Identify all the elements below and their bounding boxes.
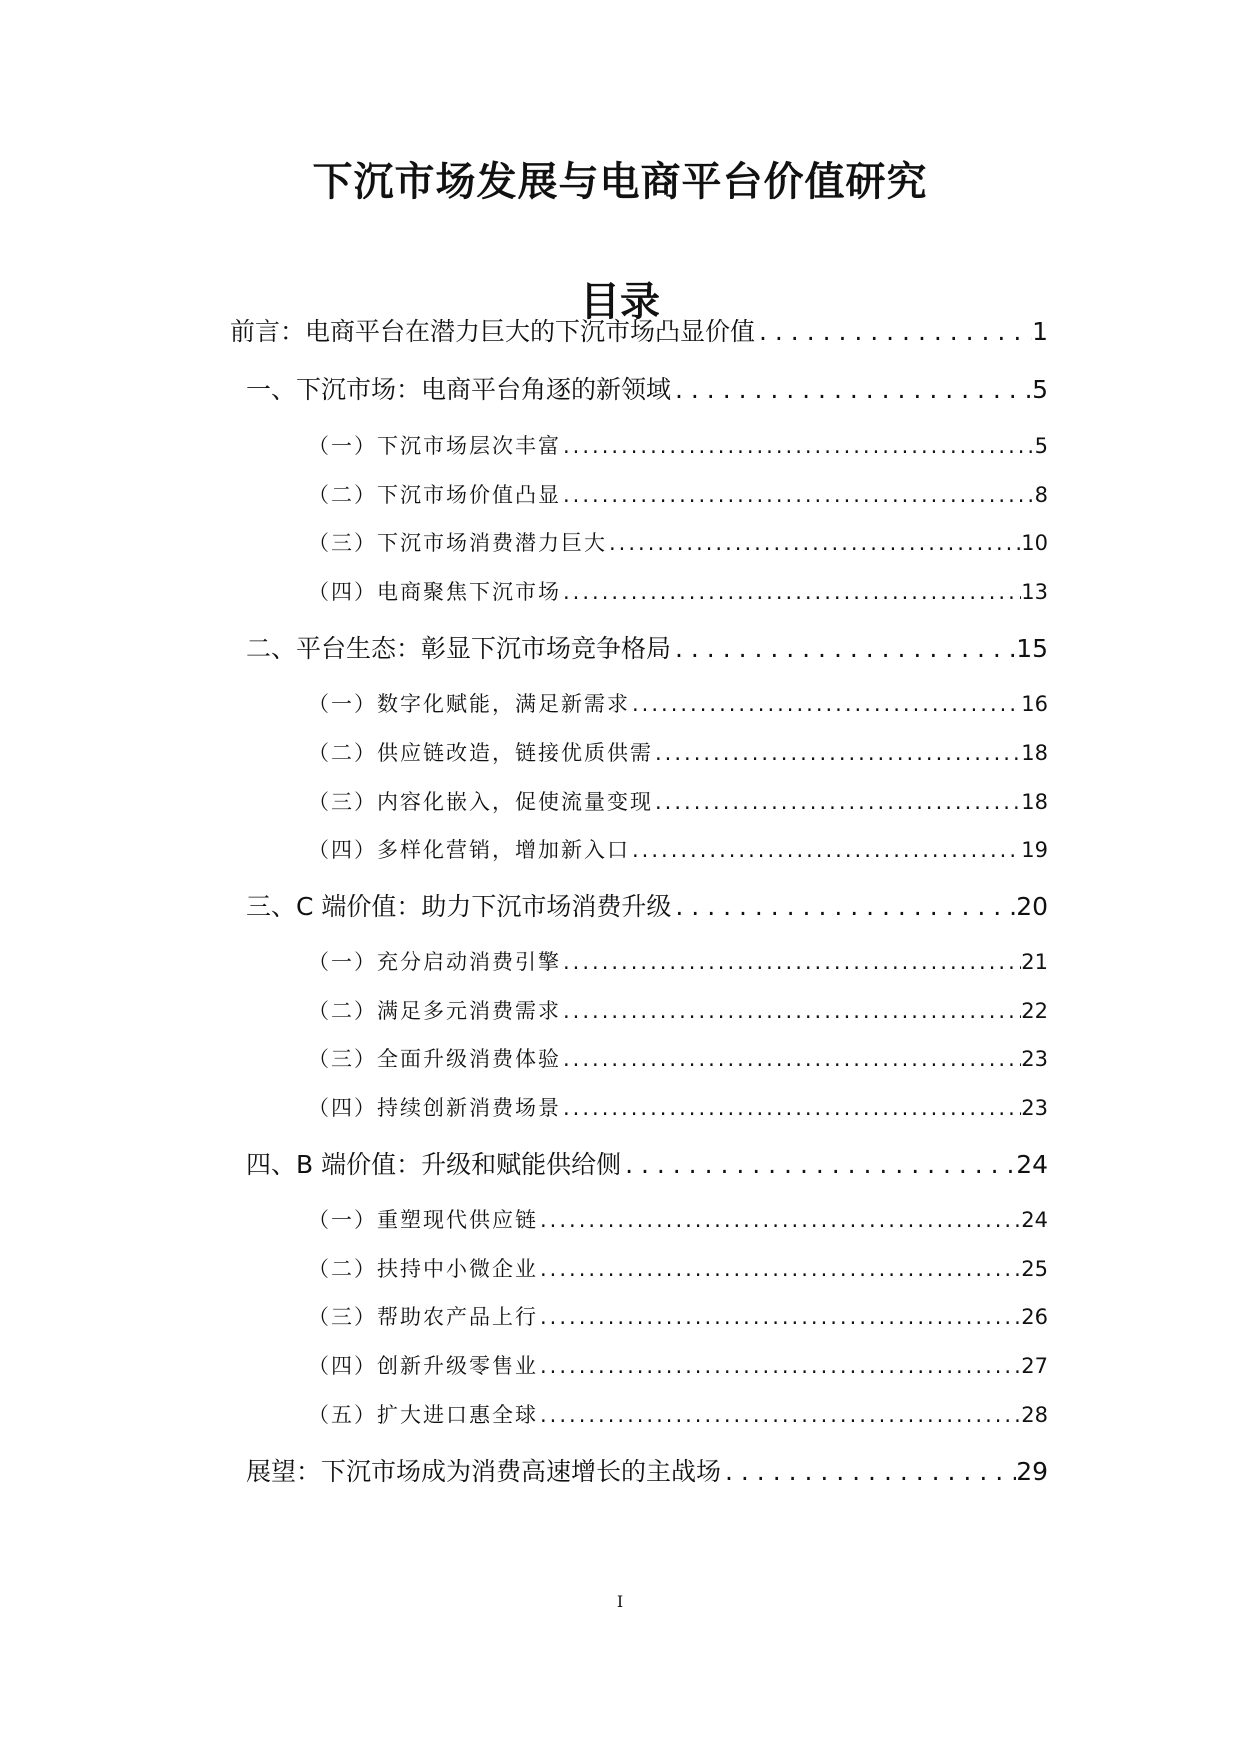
toc-chapter-entry[interactable] xyxy=(246,1145,1048,1181)
toc-section-entry[interactable] xyxy=(308,1301,1048,1333)
toc-leader-dots xyxy=(671,892,1016,921)
toc-entry-label: 前言：电商平台在潜力巨大的下沉市场凸显价值 xyxy=(230,317,756,346)
toc-entry-label: （二）下沉市场价值凸显 xyxy=(308,483,561,507)
toc-entry-label: （一）充分启动消费引擎 xyxy=(308,950,561,974)
toc-entry-page: 29 xyxy=(1016,1457,1048,1486)
toc-entry-page: 25 xyxy=(1021,1257,1048,1281)
toc-entry-page: 26 xyxy=(1021,1305,1048,1329)
toc-entry-label: （一）下沉市场层次丰富 xyxy=(308,434,561,458)
toc-entry-label: （三）帮助农产品上行 xyxy=(308,1305,538,1329)
toc-entry-label: （四）创新升级零售业 xyxy=(308,1354,538,1378)
toc-entry-page: 27 xyxy=(1021,1354,1048,1378)
toc-entry-page: 13 xyxy=(1021,580,1048,604)
toc-entry-label: （二）扶持中小微企业 xyxy=(308,1257,538,1281)
toc-entry-page: 18 xyxy=(1021,741,1048,765)
toc-entry-page: 24 xyxy=(1016,1150,1048,1179)
toc-leader-dots xyxy=(621,1150,1016,1179)
toc-leader-dots xyxy=(630,692,1021,716)
toc-entry-page: 10 xyxy=(1021,531,1048,555)
toc-entry-label: （四）持续创新消费场景 xyxy=(308,1096,561,1120)
toc-section-entry[interactable] xyxy=(308,576,1048,608)
toc-leader-dots xyxy=(561,950,1021,974)
toc-section-entry[interactable] xyxy=(308,1253,1048,1285)
toc-leader-dots xyxy=(653,741,1021,765)
toc-entry-page: 1 xyxy=(1032,317,1048,346)
toc-leader-dots xyxy=(630,838,1021,862)
toc-section-entry[interactable] xyxy=(308,1399,1048,1431)
toc-entry-page: 16 xyxy=(1021,692,1048,716)
toc-leader-dots xyxy=(538,1354,1021,1378)
toc-entry-label: （二）供应链改造，链接优质供需 xyxy=(308,741,653,765)
toc-entry-page: 18 xyxy=(1021,790,1048,814)
toc-section-entry[interactable] xyxy=(308,688,1048,720)
toc-leader-dots xyxy=(561,1047,1021,1071)
toc-leader-dots xyxy=(607,531,1021,555)
toc-heading: 目录 xyxy=(580,278,660,325)
toc-entry-page: 15 xyxy=(1016,634,1048,663)
toc-entry-page: 5 xyxy=(1034,434,1048,458)
toc-entry-page: 19 xyxy=(1021,838,1048,862)
toc-entry-label: （五）扩大进口惠全球 xyxy=(308,1403,538,1427)
toc-entry-label: （三）下沉市场消费潜力巨大 xyxy=(308,531,607,555)
toc-section-entry[interactable] xyxy=(308,1043,1048,1075)
toc-leader-dots xyxy=(653,790,1021,814)
toc-entry-label: （一）数字化赋能，满足新需求 xyxy=(308,692,630,716)
toc-section-entry[interactable] xyxy=(308,1350,1048,1382)
toc-section-entry[interactable] xyxy=(308,479,1048,511)
toc-chapter-entry[interactable] xyxy=(246,887,1048,923)
toc-section-entry[interactable] xyxy=(308,834,1048,866)
toc-leader-dots xyxy=(538,1257,1021,1281)
toc-entry-page: 22 xyxy=(1021,999,1048,1023)
toc-entry-page: 28 xyxy=(1021,1403,1048,1427)
toc-leader-dots xyxy=(538,1403,1021,1427)
toc-entry-label: （三）全面升级消费体验 xyxy=(308,1047,561,1071)
toc-entry-label: （四）多样化营销，增加新入口 xyxy=(308,838,630,862)
toc-entry-page: 24 xyxy=(1021,1208,1048,1232)
toc-entry-page: 23 xyxy=(1021,1096,1048,1120)
toc-section-entry[interactable] xyxy=(308,737,1048,769)
toc-chapter-entry[interactable] xyxy=(230,312,1048,348)
toc-chapter-entry[interactable] xyxy=(246,370,1048,406)
toc-entry-label: 二、平台生态：彰显下沉市场竞争格局 xyxy=(246,634,672,663)
toc-leader-dots xyxy=(538,1305,1021,1329)
toc-leader-dots xyxy=(561,580,1021,604)
toc-section-entry[interactable] xyxy=(308,430,1048,462)
toc-section-entry[interactable] xyxy=(308,527,1048,559)
toc-leader-dots xyxy=(561,483,1035,507)
toc-entry-page: 5 xyxy=(1032,375,1048,404)
toc-leader-dots xyxy=(561,1096,1021,1120)
toc-leader-dots xyxy=(561,434,1035,458)
toc-leader-dots xyxy=(755,317,1032,346)
toc-leader-dots xyxy=(671,634,1016,663)
toc-section-entry[interactable] xyxy=(308,786,1048,818)
page-number: I xyxy=(616,1592,624,1611)
toc-chapter-entry[interactable] xyxy=(246,629,1048,665)
toc-section-entry[interactable] xyxy=(308,1092,1048,1124)
toc-section-entry[interactable] xyxy=(308,946,1048,978)
toc-entry-page: 21 xyxy=(1021,950,1048,974)
toc-entry-page: 23 xyxy=(1021,1047,1048,1071)
toc-section-entry[interactable] xyxy=(308,1204,1048,1236)
toc-entry-page: 20 xyxy=(1016,892,1048,921)
toc-entry-label: 展望：下沉市场成为消费高速增长的主战场 xyxy=(246,1457,722,1486)
toc-entry-label: 一、下沉市场：电商平台角逐的新领域 xyxy=(246,375,672,404)
document-title: 下沉市场发展与电商平台价值研究 xyxy=(312,158,928,205)
toc-entry-label: （三）内容化嵌入，促使流量变现 xyxy=(308,790,653,814)
toc-leader-dots xyxy=(721,1457,1016,1486)
toc-entry-label: （二）满足多元消费需求 xyxy=(308,999,561,1023)
toc-leader-dots xyxy=(538,1208,1021,1232)
toc-chapter-entry[interactable] xyxy=(246,1452,1048,1488)
toc-leader-dots xyxy=(561,999,1021,1023)
toc-entry-label: 三、C 端价值：助力下沉市场消费升级 xyxy=(246,892,672,921)
toc-section-entry[interactable] xyxy=(308,995,1048,1027)
toc-entry-page: 8 xyxy=(1034,483,1048,507)
toc-leader-dots xyxy=(671,375,1032,404)
toc-entry-label: 四、B 端价值：升级和赋能供给侧 xyxy=(246,1150,622,1179)
toc-entry-label: （四）电商聚焦下沉市场 xyxy=(308,580,561,604)
toc-entry-label: （一）重塑现代供应链 xyxy=(308,1208,538,1232)
